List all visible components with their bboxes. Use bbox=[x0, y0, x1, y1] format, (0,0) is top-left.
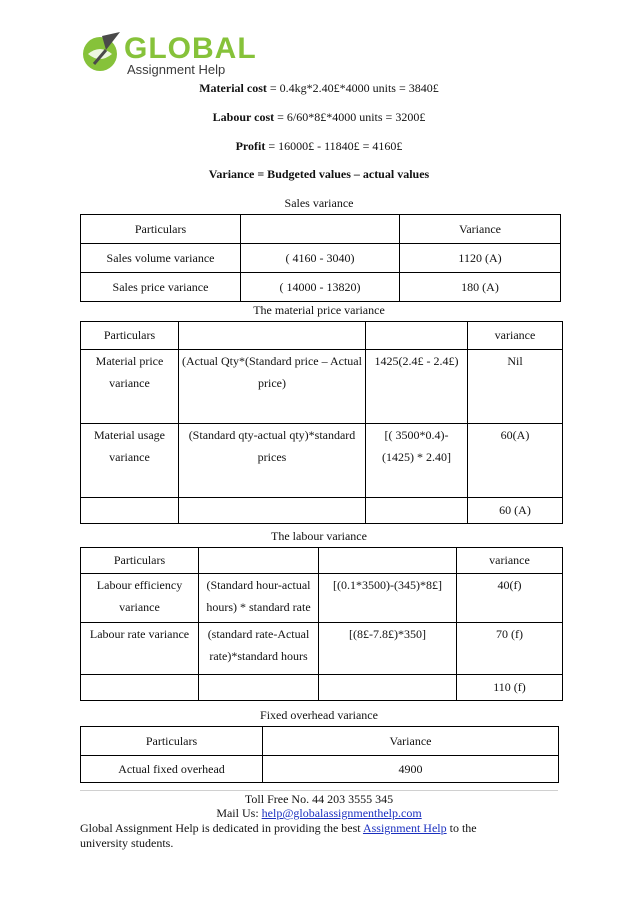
brand-tagline: Assignment Help bbox=[127, 62, 226, 77]
header-cell: variance bbox=[457, 548, 563, 574]
table-row bbox=[81, 424, 563, 498]
footer-description bbox=[80, 821, 600, 835]
material-cost-value: = 0.4kg*2.40£*4000 units = 3840£ bbox=[266, 81, 439, 95]
table-cell: Material price variance bbox=[81, 350, 179, 424]
table-cell bbox=[199, 675, 319, 701]
table-header-row bbox=[81, 322, 563, 350]
labour-cost-value: = 6/60*8£*4000 units = 3200£ bbox=[274, 110, 426, 124]
variance-definition bbox=[0, 167, 638, 181]
table-cell bbox=[81, 675, 199, 701]
material-cost-line bbox=[0, 81, 638, 95]
table-cell: 40(f) bbox=[457, 574, 563, 623]
labour-variance-caption: The labour variance bbox=[271, 529, 367, 543]
table-cell: (Actual Qty*(Standard price – Actual price) bbox=[179, 350, 366, 424]
toll-free-number: Toll Free No. 44 203 3555 345 bbox=[244, 792, 394, 806]
table-cell: Material usage variance bbox=[81, 424, 179, 498]
table-row bbox=[81, 756, 559, 783]
table-cell: Labour rate variance bbox=[81, 623, 199, 675]
table-row bbox=[81, 623, 563, 675]
sales-variance-caption: Sales variance bbox=[284, 196, 354, 210]
header-cell: Variance bbox=[263, 727, 559, 756]
table-cell: 1120 (A) bbox=[400, 244, 561, 273]
header-cell: Particulars bbox=[81, 548, 199, 574]
table-header-row bbox=[81, 215, 561, 244]
table-cell: ( 4160 - 3040) bbox=[241, 244, 400, 273]
table-cell: (Standard hour-actual hours) * standard rate bbox=[199, 574, 319, 623]
table-cell: [( 3500*0.4)-(1425) * 2.40] bbox=[366, 424, 468, 498]
sales-variance-table bbox=[80, 214, 561, 302]
header-cell: Particulars bbox=[81, 322, 179, 350]
table-row bbox=[81, 350, 563, 424]
footer-divider bbox=[80, 790, 558, 791]
table-cell bbox=[81, 498, 179, 524]
table-cell bbox=[319, 675, 457, 701]
mail-prefix: Mail Us: bbox=[216, 806, 262, 820]
variance-definition-text: Variance = Budgeted values – actual values bbox=[208, 167, 430, 181]
pen-globe-icon bbox=[80, 30, 124, 76]
table-cell: 60(A) bbox=[468, 424, 563, 498]
table-cell: (standard rate-Actual rate)*standard hours bbox=[199, 623, 319, 675]
email-link[interactable]: help@globalassignmenthelp.com bbox=[261, 806, 422, 820]
table-cell: 4900 bbox=[263, 756, 559, 783]
header-cell bbox=[199, 548, 319, 574]
material-variance-caption: The material price variance bbox=[253, 303, 385, 317]
table-cell: [(0.1*3500)-(345)*8£] bbox=[319, 574, 457, 623]
table-total-row bbox=[81, 675, 563, 701]
brand-logo bbox=[80, 30, 270, 80]
profit-line bbox=[0, 139, 638, 153]
header-cell bbox=[366, 322, 468, 350]
labour-cost-label: Labour cost bbox=[212, 110, 275, 124]
material-variance-table bbox=[80, 321, 563, 524]
table-header-row bbox=[81, 548, 563, 574]
labour-variance-table bbox=[80, 547, 563, 701]
header-cell: Particulars bbox=[81, 215, 241, 244]
header-cell: Variance bbox=[400, 215, 561, 244]
fixed-overhead-table bbox=[80, 726, 559, 783]
table-cell: ( 14000 - 13820) bbox=[241, 273, 400, 302]
table-row bbox=[81, 273, 561, 302]
table-cell: 60 (A) bbox=[468, 498, 563, 524]
header-cell bbox=[319, 548, 457, 574]
header-cell bbox=[241, 215, 400, 244]
brand-name bbox=[124, 34, 257, 64]
table-cell: 180 (A) bbox=[400, 273, 561, 302]
table-cell bbox=[179, 498, 366, 524]
table-cell: Sales volume variance bbox=[81, 244, 241, 273]
table-cell bbox=[366, 498, 468, 524]
table-cell: [(8£-7.8£)*350] bbox=[319, 623, 457, 675]
header-cell: variance bbox=[468, 322, 563, 350]
table-cell: 70 (f) bbox=[457, 623, 563, 675]
table-cell: (Standard qty-actual qty)*standard prices bbox=[179, 424, 366, 498]
labour-cost-line bbox=[0, 110, 638, 124]
table-cell: Labour efficiency variance bbox=[81, 574, 199, 623]
table-row bbox=[81, 574, 563, 623]
profit-label: Profit bbox=[235, 139, 266, 153]
table-cell: Actual fixed overhead bbox=[81, 756, 263, 783]
assignment-help-link[interactable]: Assignment Help bbox=[362, 821, 447, 835]
table-cell: Sales price variance bbox=[81, 273, 241, 302]
material-cost-label: Material cost bbox=[199, 81, 267, 95]
footer-description-cont: university students. bbox=[80, 836, 174, 850]
footer-text: to the bbox=[446, 821, 477, 835]
profit-value: = 16000£ - 11840£ = 4160£ bbox=[265, 139, 403, 153]
header-cell: Particulars bbox=[81, 727, 263, 756]
table-cell: 1425(2.4£ - 2.4£) bbox=[366, 350, 468, 424]
fixed-overhead-caption: Fixed overhead variance bbox=[260, 708, 378, 722]
brand-text: GLOBAL bbox=[124, 32, 257, 65]
table-row bbox=[81, 244, 561, 273]
mail-line bbox=[0, 806, 638, 820]
table-total-row bbox=[81, 498, 563, 524]
table-cell: 110 (f) bbox=[457, 675, 563, 701]
header-cell bbox=[179, 322, 366, 350]
table-cell: Nil bbox=[468, 350, 563, 424]
footer-text: Global Assignment Help is dedicated in providing the best bbox=[80, 821, 363, 835]
table-header-row bbox=[81, 727, 559, 756]
